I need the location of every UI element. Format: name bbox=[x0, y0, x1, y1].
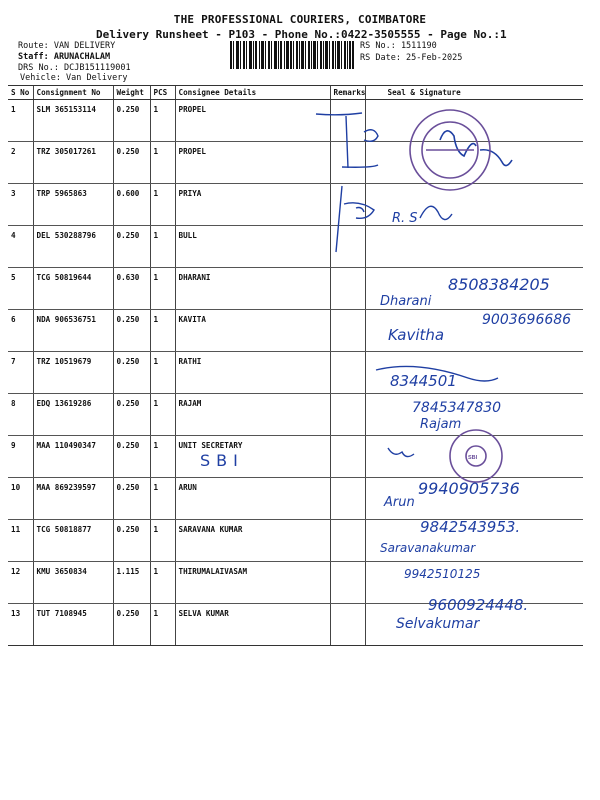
consignment-number-cell: NDA 906536751 bbox=[33, 310, 113, 352]
weight-cell: 1.115 bbox=[113, 562, 150, 604]
weight-cell: 0.250 bbox=[113, 310, 150, 352]
consignment-number-cell: EDQ 13619286 bbox=[33, 394, 113, 436]
weight-cell: 0.250 bbox=[113, 478, 150, 520]
signature-cell bbox=[365, 100, 583, 142]
weight-cell: 0.250 bbox=[113, 100, 150, 142]
weight-cell: 0.250 bbox=[113, 142, 150, 184]
table-row bbox=[8, 184, 583, 226]
serial-number-cell: 4 bbox=[8, 226, 33, 268]
company-title: THE PROFESSIONAL COURIERS, COIMBATORE bbox=[173, 13, 427, 26]
column-header: Seal & Signature bbox=[365, 86, 583, 100]
serial-number-cell: 3 bbox=[8, 184, 33, 226]
consignment-number-cell: TRZ 305017261 bbox=[33, 142, 113, 184]
signature-cell bbox=[365, 394, 583, 436]
barcode-image bbox=[230, 41, 354, 69]
route-label: Route: VAN DELIVERY bbox=[18, 41, 116, 51]
remarks-cell bbox=[330, 142, 365, 184]
serial-number-cell: 10 bbox=[8, 478, 33, 520]
signature-cell bbox=[365, 562, 583, 604]
weight-cell: 0.250 bbox=[113, 436, 150, 478]
handwritten-signature: Arun bbox=[384, 495, 415, 510]
consignment-number-cell: TUT 7108945 bbox=[33, 604, 113, 646]
table-row bbox=[8, 394, 583, 436]
remarks-cell bbox=[330, 226, 365, 268]
remark-note: SBI bbox=[200, 451, 244, 470]
table-row bbox=[8, 268, 583, 310]
remarks-cell bbox=[330, 436, 365, 478]
column-header: Consignee Details bbox=[175, 86, 330, 100]
consignee-cell: PRIYA bbox=[175, 184, 330, 226]
pieces-cell: 1 bbox=[150, 394, 175, 436]
signature-cell bbox=[365, 226, 583, 268]
handwritten-signature: Rajam bbox=[420, 417, 462, 432]
column-header: PCS bbox=[150, 86, 175, 100]
serial-number-cell: 9 bbox=[8, 436, 33, 478]
signature-cell bbox=[365, 142, 583, 184]
pieces-cell: 1 bbox=[150, 184, 175, 226]
signature-cell bbox=[365, 352, 583, 394]
consignment-number-cell: KMU 3650834 bbox=[33, 562, 113, 604]
signature-cell bbox=[365, 436, 583, 478]
table-row bbox=[8, 226, 583, 268]
table-row bbox=[8, 352, 583, 394]
pieces-cell: 1 bbox=[150, 100, 175, 142]
table-row bbox=[8, 436, 583, 478]
remarks-cell bbox=[330, 478, 365, 520]
consignee-cell: KAVITA bbox=[175, 310, 330, 352]
consignee-cell: RATHI bbox=[175, 352, 330, 394]
consignee-cell: THIRUMALAIVASAM bbox=[175, 562, 330, 604]
consignee-cell: SARAVANA KUMAR bbox=[175, 520, 330, 562]
pieces-cell: 1 bbox=[150, 562, 175, 604]
handwritten-phone: 9940905736 bbox=[418, 479, 520, 498]
signature-cell bbox=[365, 310, 583, 352]
remarks-cell bbox=[330, 520, 365, 562]
consignee-cell: PROPEL bbox=[175, 100, 330, 142]
remarks-cell bbox=[330, 268, 365, 310]
table-row bbox=[8, 142, 583, 184]
remarks-cell bbox=[330, 562, 365, 604]
column-header: Consignment No bbox=[33, 86, 113, 100]
consignee-cell: DHARANI bbox=[175, 268, 330, 310]
consignee-cell: RAJAM bbox=[175, 394, 330, 436]
pieces-cell: 1 bbox=[150, 142, 175, 184]
signature-cell bbox=[365, 604, 583, 646]
vehicle-label: Vehicle: Van Delivery bbox=[20, 73, 128, 83]
column-header: Remarks bbox=[330, 86, 365, 100]
signature-initials: R. S bbox=[392, 211, 418, 226]
consignment-number-cell: TRP 5965863 bbox=[33, 184, 113, 226]
handwritten-phone: 9942510125 bbox=[404, 567, 481, 581]
serial-number-cell: 5 bbox=[8, 268, 33, 310]
pieces-cell: 1 bbox=[150, 520, 175, 562]
pieces-cell: 1 bbox=[150, 226, 175, 268]
consignee-cell: BULL bbox=[175, 226, 330, 268]
consignment-number-cell: TCG 50818877 bbox=[33, 520, 113, 562]
table-row bbox=[8, 520, 583, 562]
serial-number-cell: 1 bbox=[8, 100, 33, 142]
handwritten-signature: Dharani bbox=[380, 294, 432, 309]
pieces-cell: 1 bbox=[150, 310, 175, 352]
pieces-cell: 1 bbox=[150, 268, 175, 310]
handwritten-phone: 9600924448. bbox=[428, 596, 529, 614]
signature-cell bbox=[365, 268, 583, 310]
rs-date: RS Date: 25-Feb-2025 bbox=[360, 53, 463, 63]
weight-cell: 0.250 bbox=[113, 604, 150, 646]
pieces-cell: 1 bbox=[150, 604, 175, 646]
remarks-cell bbox=[330, 100, 365, 142]
drs-number: DRS No.: DCJB151119001 bbox=[18, 63, 131, 73]
column-header: Weight bbox=[113, 86, 150, 100]
table-row bbox=[8, 604, 583, 646]
remarks-cell bbox=[330, 310, 365, 352]
pieces-cell: 1 bbox=[150, 436, 175, 478]
weight-cell: 0.250 bbox=[113, 394, 150, 436]
runsheet-subtitle: Delivery Runsheet - P103 - Phone No.:0422-3505555 - Page No.:1 bbox=[96, 28, 507, 41]
remarks-cell bbox=[330, 394, 365, 436]
handwritten-signature: Selvakumar bbox=[396, 616, 480, 632]
table-row bbox=[8, 562, 583, 604]
consignee-cell: ARUN bbox=[175, 478, 330, 520]
consignment-number-cell: MAA 110490347 bbox=[33, 436, 113, 478]
consignee-cell: SELVA KUMAR bbox=[175, 604, 330, 646]
handwritten-phone: 7845347830 bbox=[412, 400, 502, 416]
table-header-row bbox=[8, 86, 583, 100]
consignee-cell: UNIT SECRETARY bbox=[175, 436, 330, 478]
consignment-number-cell: MAA 869239597 bbox=[33, 478, 113, 520]
serial-number-cell: 2 bbox=[8, 142, 33, 184]
handwritten-phone: 8344501 bbox=[390, 372, 457, 390]
weight-cell: 0.250 bbox=[113, 520, 150, 562]
consignment-number-cell: SLM 365153114 bbox=[33, 100, 113, 142]
signature-cell bbox=[365, 184, 583, 226]
consignment-number-cell: TRZ 10519679 bbox=[33, 352, 113, 394]
table-row bbox=[8, 478, 583, 520]
handwritten-phone: 9842543953. bbox=[420, 518, 521, 536]
weight-cell: 0.250 bbox=[113, 352, 150, 394]
handwritten-phone: 9003696686 bbox=[482, 312, 572, 328]
serial-number-cell: 8 bbox=[8, 394, 33, 436]
serial-number-cell: 11 bbox=[8, 520, 33, 562]
consignment-number-cell: TCG 50819644 bbox=[33, 268, 113, 310]
table-row bbox=[8, 100, 583, 142]
remarks-cell bbox=[330, 184, 365, 226]
remarks-cell bbox=[330, 604, 365, 646]
consignment-number-cell: DEL 530288796 bbox=[33, 226, 113, 268]
handwritten-signature: Saravanakumar bbox=[380, 541, 476, 555]
signature-cell bbox=[365, 478, 583, 520]
weight-cell: 0.250 bbox=[113, 226, 150, 268]
column-header: S No bbox=[8, 86, 33, 100]
pieces-cell: 1 bbox=[150, 352, 175, 394]
table-row bbox=[8, 310, 583, 352]
remarks-cell bbox=[330, 352, 365, 394]
pieces-cell: 1 bbox=[150, 478, 175, 520]
serial-number-cell: 12 bbox=[8, 562, 33, 604]
signature-cell bbox=[365, 520, 583, 562]
serial-number-cell: 7 bbox=[8, 352, 33, 394]
handwritten-signature: Kavitha bbox=[388, 326, 445, 344]
serial-number-cell: 13 bbox=[8, 604, 33, 646]
weight-cell: 0.630 bbox=[113, 268, 150, 310]
runsheet-table bbox=[8, 85, 583, 646]
staff-label: Staff: ARUNACHALAM bbox=[18, 52, 111, 62]
rs-number: RS No.: 1511190 bbox=[360, 41, 437, 51]
consignee-cell: PROPEL bbox=[175, 142, 330, 184]
weight-cell: 0.600 bbox=[113, 184, 150, 226]
svg-text:SBI: SBI bbox=[468, 455, 478, 461]
serial-number-cell: 6 bbox=[8, 310, 33, 352]
handwritten-phone: 8508384205 bbox=[448, 275, 550, 294]
